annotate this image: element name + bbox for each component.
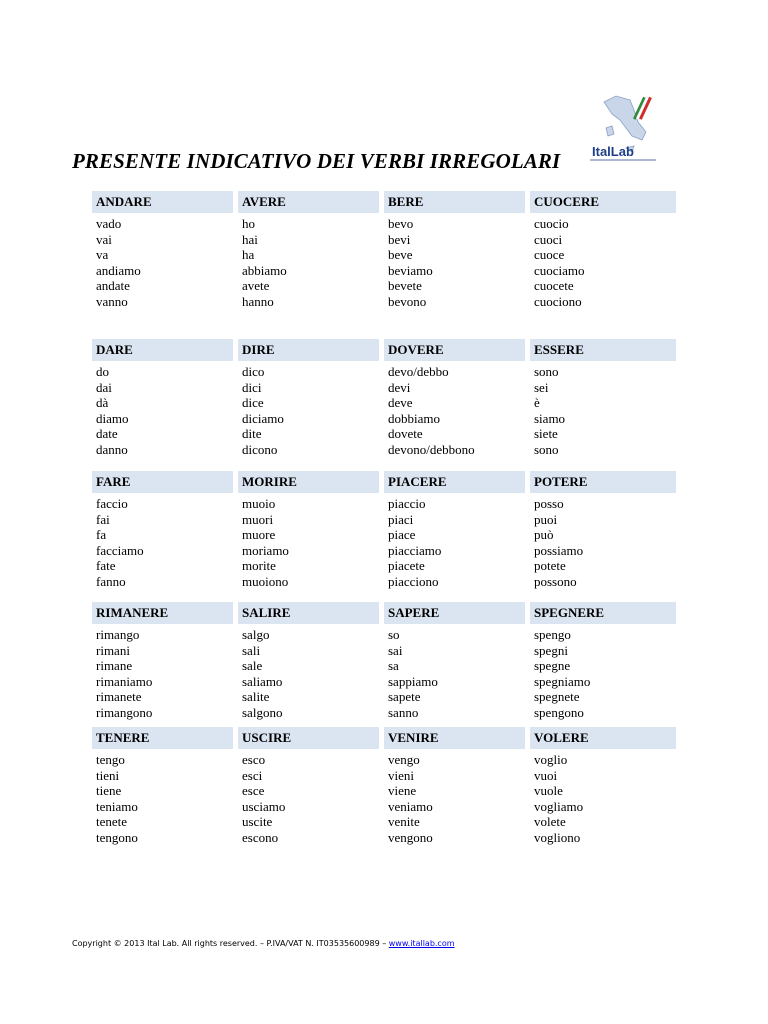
verb-form: dice [242,395,264,411]
verb-conjugation [238,364,379,458]
verb-form: tieni [96,767,120,783]
verb-form: cuocio [534,216,569,231]
verb-form: ho [242,216,255,231]
verb-conjugation [92,216,233,310]
verb-form: salgo [242,627,270,642]
verb-forms-row [92,496,676,590]
verb-form: hanno [242,293,274,309]
verb-header: AVERE [238,191,379,213]
verb-header: TENERE [92,727,233,749]
verb-header: SPEGNERE [530,602,671,624]
verb-form: bevete [388,278,422,294]
logo-text: ItalLab [592,144,634,159]
verb-form: sai [388,642,403,658]
verb-form: muori [242,511,274,527]
verb-form: spengo [534,627,571,642]
verb-header: SALIRE [238,602,379,624]
verb-form: rimangono [96,704,153,720]
verb-form: esci [242,767,263,783]
verb-form: devo/debbo [388,364,449,379]
verb-form: tiene [96,783,122,799]
verb-form: sono [534,364,559,379]
verb-form: sale [242,658,263,674]
verb-form: siamo [534,410,566,426]
verb-form: date [96,426,118,442]
verb-form: facciamo [96,542,144,558]
verb-header: VENIRE [384,727,525,749]
verb-form: ha [242,247,255,263]
verb-conjugation [238,627,379,721]
verb-form: morite [242,558,276,574]
verb-form: bevo [388,216,414,231]
verb-header: ANDARE [92,191,233,213]
verb-conjugation [384,496,525,590]
verb-form: cuocete [534,278,574,294]
verb-conjugation [530,216,671,310]
verb-form: dovete [388,426,423,442]
verb-form: esco [242,752,266,767]
verb-form: salgono [242,704,283,720]
verb-conjugation [92,627,233,721]
verb-group [92,339,676,458]
verb-form: muoiono [242,573,289,589]
verb-form: dici [242,379,262,395]
verb-form: usciamo [242,798,286,814]
verb-header-row [92,471,676,493]
verb-header: RIMANERE [92,602,233,624]
verb-form: piaci [388,511,414,527]
verb-form: spegne [534,658,571,674]
verb-form: uscite [242,814,273,830]
verb-form: rimaniamo [96,673,153,689]
verb-form: cuociamo [534,262,585,278]
verb-form: possono [534,573,577,589]
verb-form: bevi [388,231,411,247]
verb-header: PIACERE [384,471,525,493]
verb-form: fai [96,511,110,527]
verb-form: tenete [96,814,128,830]
verb-form: vuoi [534,767,558,783]
verb-form: spengono [534,704,584,720]
verb-conjugation [238,496,379,590]
verb-form: vieni [388,767,414,783]
verb-conjugation [92,364,233,458]
verb-header: DIRE [238,339,379,361]
verb-form: salite [242,689,270,705]
verb-header: BERE [384,191,525,213]
verb-form: può [534,527,554,543]
verb-conjugation [530,496,671,590]
verb-form: piacete [388,558,425,574]
verb-header-row [92,727,676,749]
verb-header: DARE [92,339,233,361]
verb-header: FARE [92,471,233,493]
verb-form: vogliamo [534,798,584,814]
verb-form: saliamo [242,673,283,689]
verb-form: so [388,627,400,642]
verb-conjugation [238,752,379,846]
verb-form: hai [242,231,258,247]
verb-form: andiamo [96,262,141,278]
verb-conjugation [530,752,671,846]
verb-form: avete [242,278,270,294]
verb-form: potete [534,558,566,574]
verb-form: piaccio [388,496,426,511]
verb-form: tengono [96,829,138,845]
verb-form: vuole [534,783,563,799]
verb-form: vogliono [534,829,581,845]
verb-form: dà [96,395,109,411]
verb-conjugation [530,627,671,721]
verb-form: fate [96,558,116,574]
verb-form: veniamo [388,798,433,814]
verb-forms-row [92,752,676,846]
verb-form: devi [388,379,411,395]
verb-form: fa [96,527,107,543]
verb-header: SAPERE [384,602,525,624]
verb-group [92,727,676,846]
verb-form: vado [96,216,122,231]
verb-form: piacciono [388,573,439,589]
verb-conjugation [384,752,525,846]
italy-map-logo [586,88,662,164]
verb-group [92,191,676,310]
verb-form: sono [534,441,559,457]
verb-form: tengo [96,752,125,767]
verb-header-row [92,339,676,361]
verb-forms-row [92,627,676,721]
verb-form: dite [242,426,262,442]
verb-form: sapete [388,689,421,705]
verb-form: andate [96,278,130,294]
verb-form: piacciamo [388,542,442,558]
verb-conjugation [92,496,233,590]
verb-form: viene [388,783,417,799]
verb-form: piace [388,527,416,543]
verb-conjugation [238,216,379,310]
verb-form: devono/debbono [388,441,475,457]
verb-form: muoio [242,496,276,511]
verb-form: siete [534,426,558,442]
verb-conjugation [384,627,525,721]
verb-form: rimani [96,642,130,658]
verb-form: puoi [534,511,558,527]
verb-form: faccio [96,496,128,511]
verb-form: teniamo [96,798,138,814]
verb-form: do [96,364,109,379]
verb-form: dobbiamo [388,410,440,426]
verb-form: fanno [96,573,126,589]
verb-form: beve [388,247,413,263]
verb-header: DOVERE [384,339,525,361]
verb-form: cuoci [534,231,563,247]
verb-form: posso [534,496,564,511]
verb-form: va [96,247,109,263]
verb-form: voglio [534,752,568,767]
verb-header-row [92,602,676,624]
verb-form: è [534,395,540,411]
verb-group [92,602,676,721]
verb-form: bevono [388,293,427,309]
verb-form: cuoce [534,247,565,263]
verb-form: sei [534,379,549,395]
verb-form: beviamo [388,262,433,278]
verb-form: possiamo [534,542,584,558]
verb-form: vengo [388,752,420,767]
verb-form: diamo [96,410,129,426]
verb-forms-row [92,216,676,310]
verb-conjugation [384,216,525,310]
verb-form: sanno [388,704,419,720]
verb-conjugation [384,364,525,458]
verb-form: escono [242,829,279,845]
verb-form: vai [96,231,112,247]
verb-form: sali [242,642,261,658]
verb-conjugation [92,752,233,846]
verb-form: venite [388,814,420,830]
verb-form: muore [242,527,276,543]
verb-form: vengono [388,829,433,845]
verb-header: ESSERE [530,339,671,361]
verb-conjugation [530,364,671,458]
verb-form: volete [534,814,566,830]
verb-form: dai [96,379,112,395]
verb-form: rimango [96,627,140,642]
page-title: PRESENTE INDICATIVO DEI VERBI IRREGOLARI [72,149,561,173]
verb-header: VOLERE [530,727,671,749]
verb-form: dicono [242,441,278,457]
verb-header-row [92,191,676,213]
verb-form: sa [388,658,399,674]
footer-copyright: Copyright © 2013 Ital Lab. All rights reserved. – P.IVA/VAT N. IT03535600989 – [72,939,389,948]
verb-form: danno [96,441,128,457]
verb-header: POTERE [530,471,671,493]
footer [72,939,455,948]
verb-form: vanno [96,293,128,309]
verb-form: spegni [534,642,568,658]
verb-header: CUOCERE [530,191,671,213]
verb-forms-row [92,364,676,458]
verb-form: rimanete [96,689,142,705]
verb-form: spegnete [534,689,580,705]
verb-form: dico [242,364,265,379]
verb-group [92,471,676,590]
verb-header: USCIRE [238,727,379,749]
verb-form: spegniamo [534,673,591,689]
verb-form: sappiamo [388,673,438,689]
verb-form: abbiamo [242,262,287,278]
verb-form: cuociono [534,293,582,309]
verb-header: MORIRE [238,471,379,493]
verb-form: diciamo [242,410,284,426]
verb-form: moriamo [242,542,289,558]
verb-form: deve [388,395,413,411]
verb-form: esce [242,783,265,799]
verb-form: rimane [96,658,133,674]
footer-link[interactable]: www.itallab.com [388,939,455,948]
